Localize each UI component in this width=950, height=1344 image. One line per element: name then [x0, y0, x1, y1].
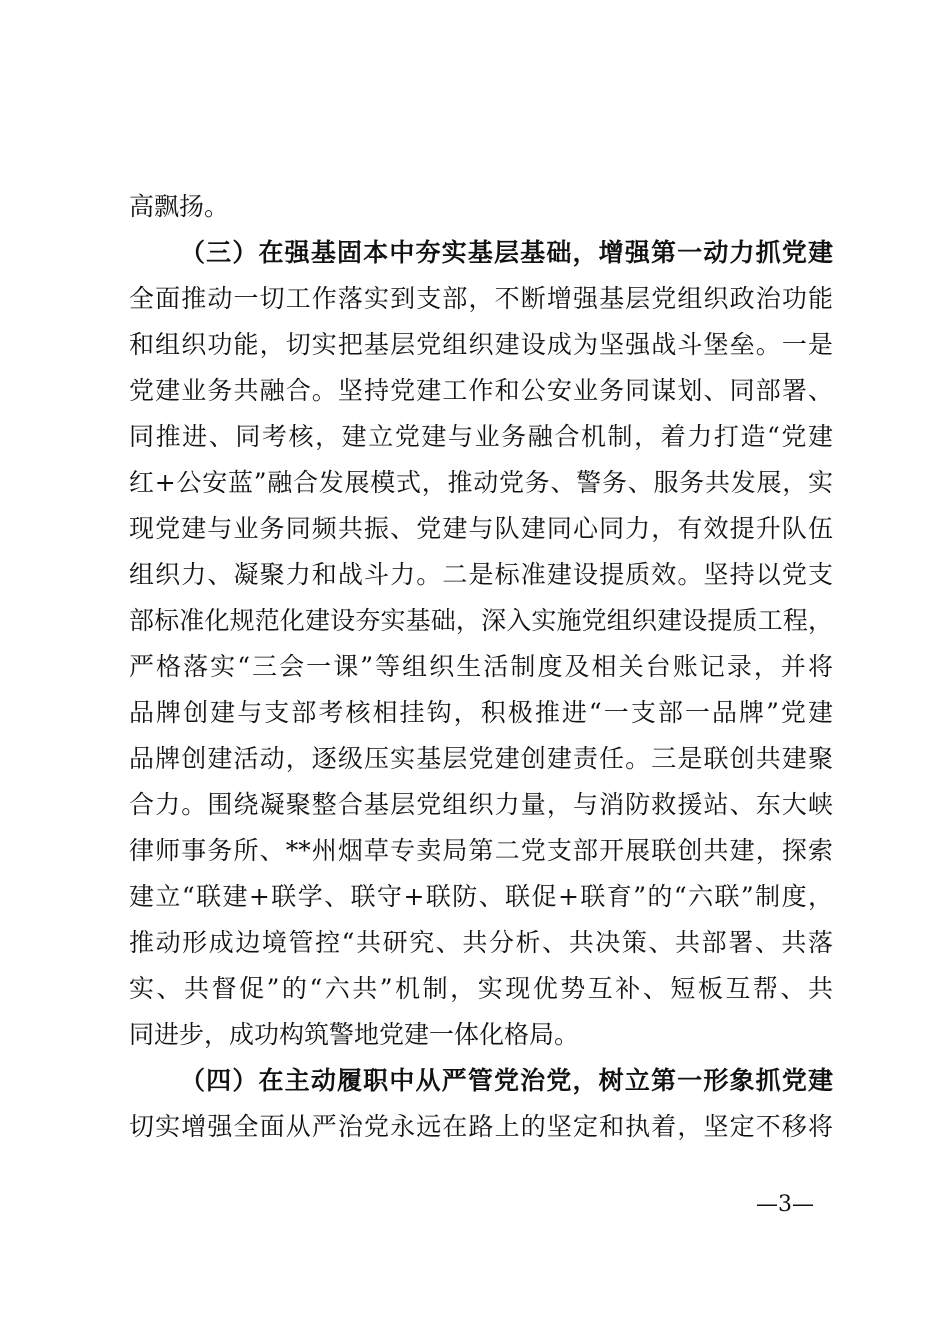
- text-line: 组织力、凝聚力和战斗力。二是标准建设提质效。坚持以党支: [129, 560, 833, 589]
- section-heading: （三）在强基固本中夯实基层基础，增强第一动力抓党建: [180, 238, 833, 267]
- text-line: 全面推动一切工作落实到支部，不断增强基层党组织政治功能: [129, 284, 833, 313]
- text-line: 高飘扬。: [129, 192, 230, 221]
- text-line: 切实增强全面从严治党永远在路上的坚定和执着，坚定不移将: [129, 1112, 833, 1141]
- text-line: 品牌创建活动，逐级压实基层党建创建责任。三是联创共建聚: [129, 744, 833, 773]
- text-line: 党建业务共融合。坚持党建工作和公安业务同谋划、同部署、: [129, 376, 833, 405]
- text-line: 律师事务所、**州烟草专卖局第二党支部开展联创共建，探索: [129, 836, 833, 865]
- text-line: 同进步，成功构筑警地党建一体化格局。: [129, 1020, 580, 1049]
- text-line: 合力。围绕凝聚整合基层党组织力量，与消防救援站、东大峡: [129, 790, 833, 819]
- text-line: 严格落实“三会一课”等组织生活制度及相关台账记录，并将: [129, 652, 833, 681]
- text-line: 和组织功能，切实把基层党组织建设成为坚强战斗堡垒。一是: [129, 330, 833, 359]
- text-line: 建立“联建+联学、联守+联防、联促+联育”的“六联”制度，: [129, 882, 833, 911]
- text-line: 现党建与业务同频共振、党建与队建同心同力，有效提升队伍: [129, 514, 833, 543]
- text-line: 推动形成边境管控“共研究、共分析、共决策、共部署、共落: [129, 928, 833, 957]
- text-line: 部标准化规范化建设夯实基础，深入实施党组织建设提质工程，: [129, 606, 833, 635]
- text-line: 品牌创建与支部考核相挂钩，积极推进“一支部一品牌”党建: [129, 698, 833, 727]
- page-number: —3—: [756, 1192, 814, 1217]
- section-heading: （四）在主动履职中从严管党治党，树立第一形象抓党建: [180, 1066, 833, 1095]
- text-line: 同推进、同考核，建立党建与业务融合机制，着力打造“党建: [129, 422, 833, 451]
- text-line: 红+公安蓝”融合发展模式，推动党务、警务、服务共发展，实: [129, 468, 833, 497]
- text-line: 实、共督促”的“六共”机制，实现优势互补、短板互帮、共: [129, 974, 833, 1003]
